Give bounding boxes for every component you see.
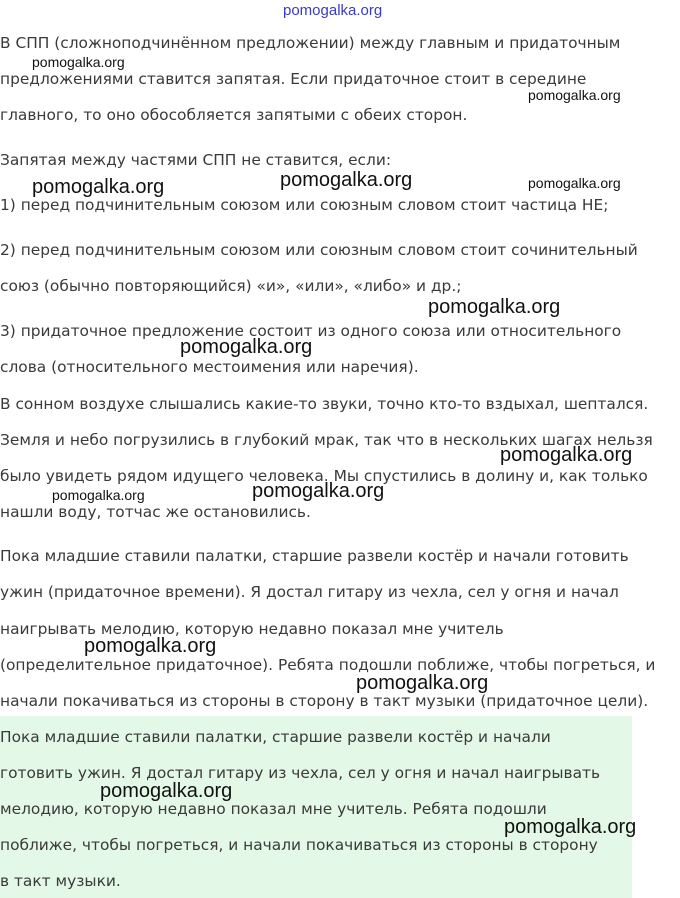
text-line: начали покачиваться из стороны в сторону в такт музыки (придаточное цели). bbox=[0, 692, 649, 710]
text-line: предложениями ставится запятая. Если придаточное стоит в середине bbox=[0, 70, 587, 88]
text-line: нашли воду, тотчас же остановились. bbox=[0, 503, 311, 521]
text-line: Земля и небо погрузились в глубокий мрак, так что в нескольких шагах нельзя bbox=[0, 431, 653, 449]
watermark: pomogalka.org bbox=[504, 816, 637, 838]
watermark: pomogalka.org bbox=[180, 336, 313, 358]
text-line: Запятая между частями СПП не ставится, если: bbox=[0, 151, 392, 169]
text-line: наигрывать мелодию, которую недавно показал мне учитель bbox=[0, 620, 504, 638]
text-line: поближе, чтобы погреться, и начали покачиваться из стороны в сторону bbox=[0, 836, 598, 854]
text-line: было увидеть рядом идущего человека. Мы спустились в долину и, как только bbox=[0, 467, 648, 485]
text-line: ужин (придаточное времени). Я достал гитару из чехла, сел у огня и начал bbox=[0, 583, 619, 601]
text-line: (определительное придаточное). Ребята подошли поближе, чтобы погреться, и bbox=[0, 656, 656, 674]
text-line: 1) перед подчинительным союзом или союзным словом стоит частица НЕ; bbox=[0, 196, 609, 214]
text-line: слова (относительного местоимения или наречия). bbox=[0, 358, 419, 376]
watermark: pomogalka.org bbox=[100, 780, 233, 802]
text-line: Пока младшие ставили палатки, старшие развели костёр и начали готовить bbox=[0, 547, 629, 565]
text-line: союз (обычно повторяющийся) «и», «или», «либо» и др.; bbox=[0, 277, 462, 295]
watermark: pomogalka.org bbox=[283, 2, 383, 19]
text-line: В сонном воздухе слышались какие-то звуки, точно кто-то вздыхал, шептался. bbox=[0, 395, 649, 413]
watermark: pomogalka.org bbox=[32, 176, 165, 198]
watermark: pomogalka.org bbox=[500, 444, 633, 466]
watermark: pomogalka.org bbox=[84, 635, 217, 657]
text-line: 3) придаточное предложение состоит из одного союза или относительного bbox=[0, 322, 622, 340]
watermark: pomogalka.org bbox=[252, 480, 385, 502]
text-line: В СПП (сложноподчинённом предложении) между главным и придаточным bbox=[0, 34, 621, 52]
watermark: pomogalka.org bbox=[428, 296, 561, 318]
text-line: главного, то оно обособляется запятыми с обеих сторон. bbox=[0, 106, 468, 124]
text-line: мелодию, которую недавно показал мне учитель. Ребята подошли bbox=[0, 800, 547, 818]
text-line: 2) перед подчинительным союзом или союзным словом стоит сочинительный bbox=[0, 241, 638, 259]
text-line: готовить ужин. Я достал гитару из чехла, сел у огня и начал наигрывать bbox=[0, 764, 601, 782]
watermark: pomogalka.org bbox=[528, 175, 621, 191]
watermark: pomogalka.org bbox=[52, 487, 145, 503]
text-line: Пока младшие ставили палатки, старшие развели костёр и начали bbox=[0, 728, 551, 746]
watermark: pomogalka.org bbox=[356, 672, 489, 694]
text-line: в такт музыки. bbox=[0, 872, 121, 890]
watermark: pomogalka.org bbox=[280, 169, 413, 191]
watermark: pomogalka.org bbox=[528, 87, 621, 103]
watermark: pomogalka.org bbox=[32, 54, 125, 70]
